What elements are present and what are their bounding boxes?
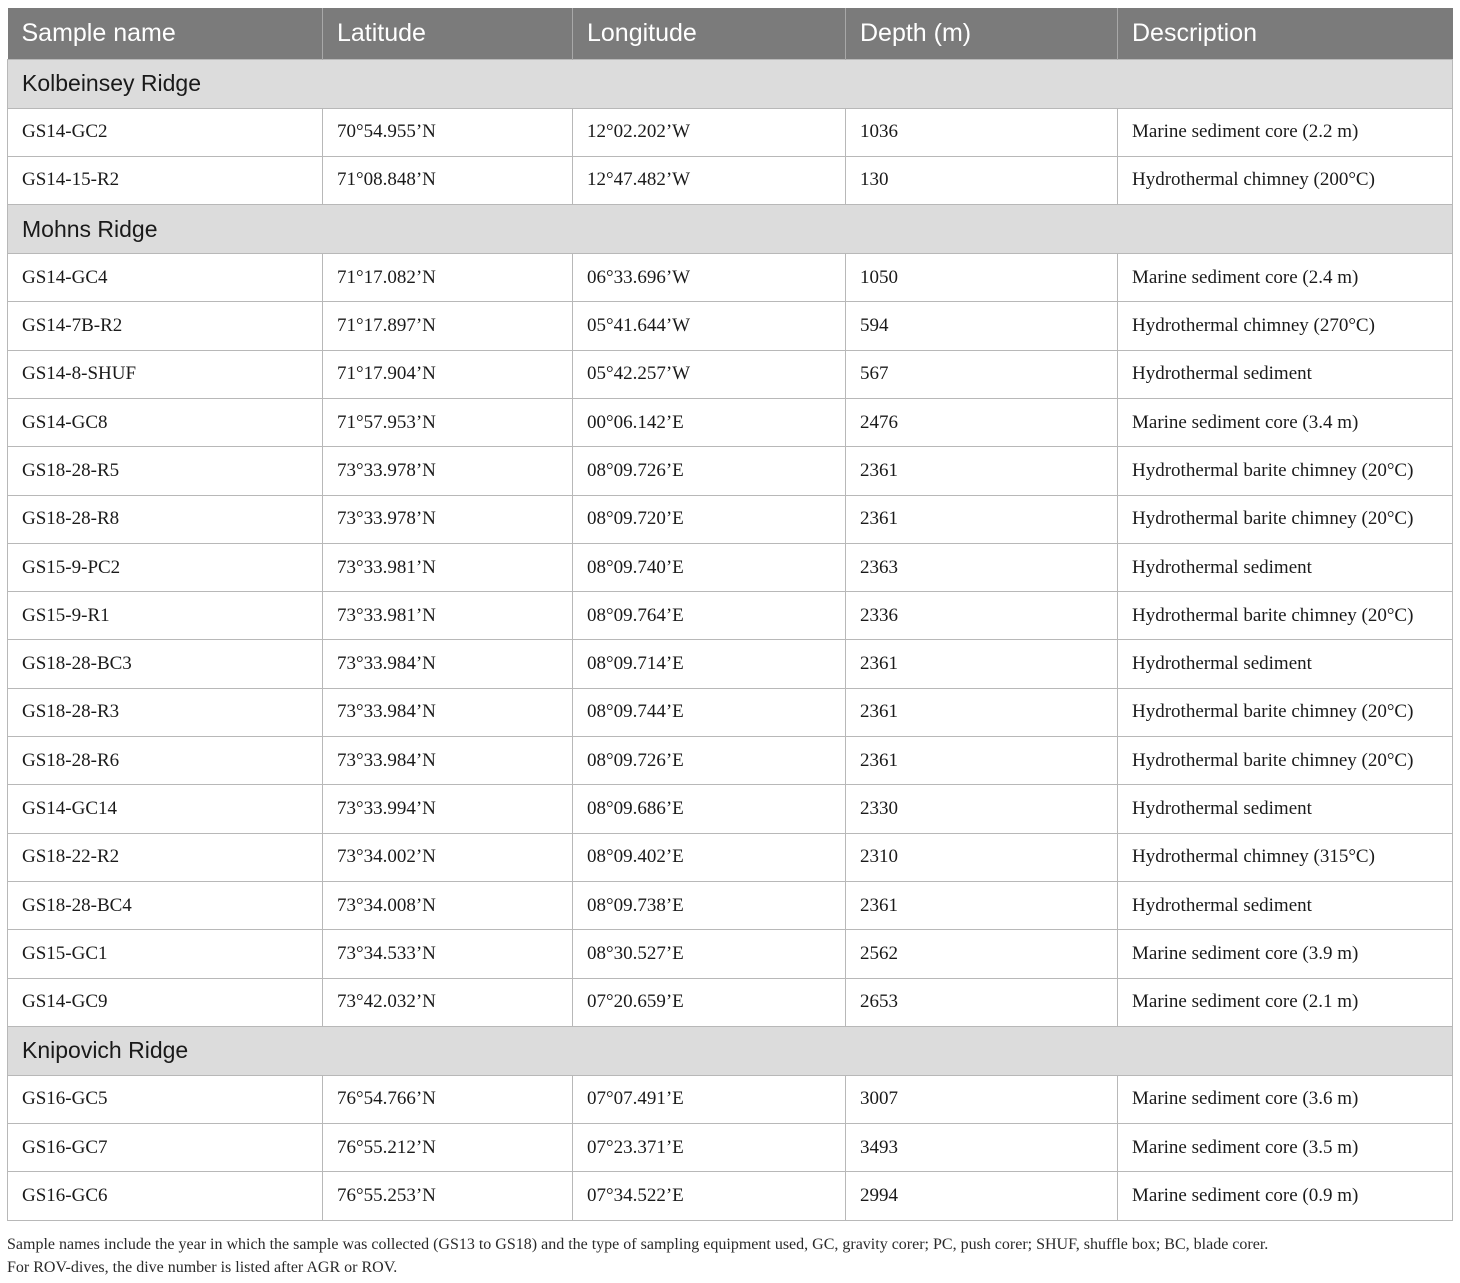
cell-sample-name: GS15-GC1: [8, 930, 323, 978]
cell-longitude: 05°41.644’W: [573, 302, 846, 350]
cell-sample-name: GS14-GC8: [8, 398, 323, 446]
table-row: [8, 688, 1453, 736]
cell-latitude: 73°33.984’N: [323, 688, 573, 736]
cell-depth: 2361: [846, 447, 1118, 495]
cell-depth: 2310: [846, 833, 1118, 881]
cell-depth: 2562: [846, 930, 1118, 978]
cell-latitude: 76°55.212’N: [323, 1124, 573, 1172]
cell-latitude: 73°33.994’N: [323, 785, 573, 833]
cell-sample-name: GS18-22-R2: [8, 833, 323, 881]
footnote-line-1: Sample names include the year in which the sample was collected (GS13 to GS18) and the type of sampling equipment used, GC, gravity corer; PC, push corer; SHUF, shuffle box; BC, blade corer.: [7, 1236, 1269, 1253]
cell-depth: 2336: [846, 592, 1118, 640]
cell-depth: 130: [846, 156, 1118, 204]
cell-longitude: 12°02.202’W: [573, 108, 846, 156]
cell-sample-name: GS14-GC4: [8, 254, 323, 302]
cell-longitude: 08°09.402’E: [573, 833, 846, 881]
cell-latitude: 76°54.766’N: [323, 1075, 573, 1123]
cell-sample-name: GS14-8-SHUF: [8, 350, 323, 398]
cell-sample-name: GS16-GC7: [8, 1124, 323, 1172]
cell-depth: 1036: [846, 108, 1118, 156]
cell-latitude: 76°55.253’N: [323, 1172, 573, 1220]
cell-description: Marine sediment core (2.4 m): [1118, 254, 1453, 302]
cell-depth: 2363: [846, 543, 1118, 591]
cell-longitude: 12°47.482’W: [573, 156, 846, 204]
cell-depth: 1050: [846, 254, 1118, 302]
table-row: [8, 108, 1453, 156]
cell-description: Marine sediment core (3.4 m): [1118, 398, 1453, 446]
cell-description: Hydrothermal sediment: [1118, 350, 1453, 398]
table-footnote: [7, 1233, 1452, 1279]
cell-latitude: 71°57.953’N: [323, 398, 573, 446]
footnote-line-2: For ROV-dives, the dive number is listed after AGR or ROV.: [7, 1259, 398, 1276]
cell-sample-name: GS18-28-R6: [8, 737, 323, 785]
cell-longitude: 08°09.686’E: [573, 785, 846, 833]
cell-description: Hydrothermal barite chimney (20°C): [1118, 495, 1453, 543]
cell-sample-name: GS15-9-PC2: [8, 543, 323, 591]
cell-depth: 2361: [846, 495, 1118, 543]
cell-latitude: 71°17.904’N: [323, 350, 573, 398]
cell-latitude: 73°33.981’N: [323, 543, 573, 591]
cell-latitude: 73°42.032’N: [323, 978, 573, 1026]
cell-longitude: 08°09.764’E: [573, 592, 846, 640]
table-row: [8, 495, 1453, 543]
cell-depth: 2653: [846, 978, 1118, 1026]
cell-depth: 2361: [846, 688, 1118, 736]
table-row: [8, 156, 1453, 204]
table-row: [8, 592, 1453, 640]
table-row: [8, 833, 1453, 881]
cell-description: Hydrothermal sediment: [1118, 785, 1453, 833]
column-header-sample-name: Sample name: [8, 8, 323, 59]
cell-longitude: 07°23.371’E: [573, 1124, 846, 1172]
table-row: [8, 350, 1453, 398]
cell-description: Hydrothermal sediment: [1118, 543, 1453, 591]
cell-depth: 2994: [846, 1172, 1118, 1220]
table-row: [8, 640, 1453, 688]
cell-latitude: 73°33.984’N: [323, 640, 573, 688]
group-label: Knipovich Ridge: [8, 1026, 1453, 1075]
table-row: [8, 1075, 1453, 1123]
cell-longitude: 08°09.726’E: [573, 447, 846, 495]
cell-longitude: 08°09.720’E: [573, 495, 846, 543]
cell-description: Hydrothermal barite chimney (20°C): [1118, 737, 1453, 785]
table-row: [8, 978, 1453, 1026]
table-row: [8, 881, 1453, 929]
group-row: [8, 205, 1453, 254]
table-row: [8, 543, 1453, 591]
cell-sample-name: GS15-9-R1: [8, 592, 323, 640]
column-header-latitude: Latitude: [323, 8, 573, 59]
sample-table: [7, 8, 1453, 1221]
table-header-row: [8, 8, 1453, 59]
cell-latitude: 73°34.002’N: [323, 833, 573, 881]
cell-longitude: 07°34.522’E: [573, 1172, 846, 1220]
cell-sample-name: GS14-GC9: [8, 978, 323, 1026]
cell-sample-name: GS18-28-R5: [8, 447, 323, 495]
group-row: [8, 1026, 1453, 1075]
cell-description: Hydrothermal sediment: [1118, 881, 1453, 929]
cell-description: Marine sediment core (2.1 m): [1118, 978, 1453, 1026]
group-label: Kolbeinsey Ridge: [8, 59, 1453, 108]
cell-longitude: 08°09.738’E: [573, 881, 846, 929]
cell-depth: 2361: [846, 737, 1118, 785]
cell-depth: 2361: [846, 881, 1118, 929]
cell-sample-name: GS18-28-BC3: [8, 640, 323, 688]
cell-longitude: 08°30.527’E: [573, 930, 846, 978]
table-body: [8, 59, 1453, 1220]
cell-description: Hydrothermal barite chimney (20°C): [1118, 688, 1453, 736]
cell-longitude: 00°06.142’E: [573, 398, 846, 446]
cell-description: Marine sediment core (3.5 m): [1118, 1124, 1453, 1172]
cell-description: Hydrothermal chimney (270°C): [1118, 302, 1453, 350]
cell-latitude: 73°33.978’N: [323, 495, 573, 543]
cell-depth: 3007: [846, 1075, 1118, 1123]
table-row: [8, 398, 1453, 446]
cell-latitude: 73°33.978’N: [323, 447, 573, 495]
cell-longitude: 08°09.740’E: [573, 543, 846, 591]
cell-description: Hydrothermal sediment: [1118, 640, 1453, 688]
cell-latitude: 70°54.955’N: [323, 108, 573, 156]
cell-description: Marine sediment core (2.2 m): [1118, 108, 1453, 156]
cell-latitude: 71°08.848’N: [323, 156, 573, 204]
table-row: [8, 930, 1453, 978]
cell-sample-name: GS18-28-R8: [8, 495, 323, 543]
table-row: [8, 1172, 1453, 1220]
cell-depth: 2361: [846, 640, 1118, 688]
cell-description: Hydrothermal barite chimney (20°C): [1118, 592, 1453, 640]
cell-description: Marine sediment core (3.9 m): [1118, 930, 1453, 978]
cell-description: Marine sediment core (3.6 m): [1118, 1075, 1453, 1123]
cell-sample-name: GS14-15-R2: [8, 156, 323, 204]
table-row: [8, 785, 1453, 833]
cell-depth: 594: [846, 302, 1118, 350]
cell-latitude: 71°17.897’N: [323, 302, 573, 350]
cell-latitude: 71°17.082’N: [323, 254, 573, 302]
cell-longitude: 05°42.257’W: [573, 350, 846, 398]
cell-depth: 2476: [846, 398, 1118, 446]
cell-longitude: 08°09.726’E: [573, 737, 846, 785]
table-row: [8, 1124, 1453, 1172]
cell-sample-name: GS18-28-BC4: [8, 881, 323, 929]
cell-depth: 3493: [846, 1124, 1118, 1172]
cell-latitude: 73°34.008’N: [323, 881, 573, 929]
table-row: [8, 302, 1453, 350]
cell-sample-name: GS16-GC6: [8, 1172, 323, 1220]
sample-table-container: [7, 8, 1452, 1221]
cell-description: Marine sediment core (0.9 m): [1118, 1172, 1453, 1220]
cell-description: Hydrothermal chimney (200°C): [1118, 156, 1453, 204]
cell-longitude: 07°07.491’E: [573, 1075, 846, 1123]
cell-depth: 567: [846, 350, 1118, 398]
cell-latitude: 73°33.981’N: [323, 592, 573, 640]
group-label: Mohns Ridge: [8, 205, 1453, 254]
cell-description: Hydrothermal barite chimney (20°C): [1118, 447, 1453, 495]
cell-sample-name: GS14-7B-R2: [8, 302, 323, 350]
cell-sample-name: GS14-GC14: [8, 785, 323, 833]
cell-longitude: 06°33.696’W: [573, 254, 846, 302]
cell-sample-name: GS16-GC5: [8, 1075, 323, 1123]
cell-description: Hydrothermal chimney (315°C): [1118, 833, 1453, 881]
cell-latitude: 73°33.984’N: [323, 737, 573, 785]
cell-depth: 2330: [846, 785, 1118, 833]
column-header-description: Description: [1118, 8, 1453, 59]
group-row: [8, 59, 1453, 108]
cell-longitude: 08°09.744’E: [573, 688, 846, 736]
cell-sample-name: GS18-28-R3: [8, 688, 323, 736]
cell-sample-name: GS14-GC2: [8, 108, 323, 156]
table-row: [8, 447, 1453, 495]
cell-latitude: 73°34.533’N: [323, 930, 573, 978]
cell-longitude: 08°09.714’E: [573, 640, 846, 688]
table-row: [8, 737, 1453, 785]
column-header-depth: Depth (m): [846, 8, 1118, 59]
cell-longitude: 07°20.659’E: [573, 978, 846, 1026]
column-header-longitude: Longitude: [573, 8, 846, 59]
table-row: [8, 254, 1453, 302]
